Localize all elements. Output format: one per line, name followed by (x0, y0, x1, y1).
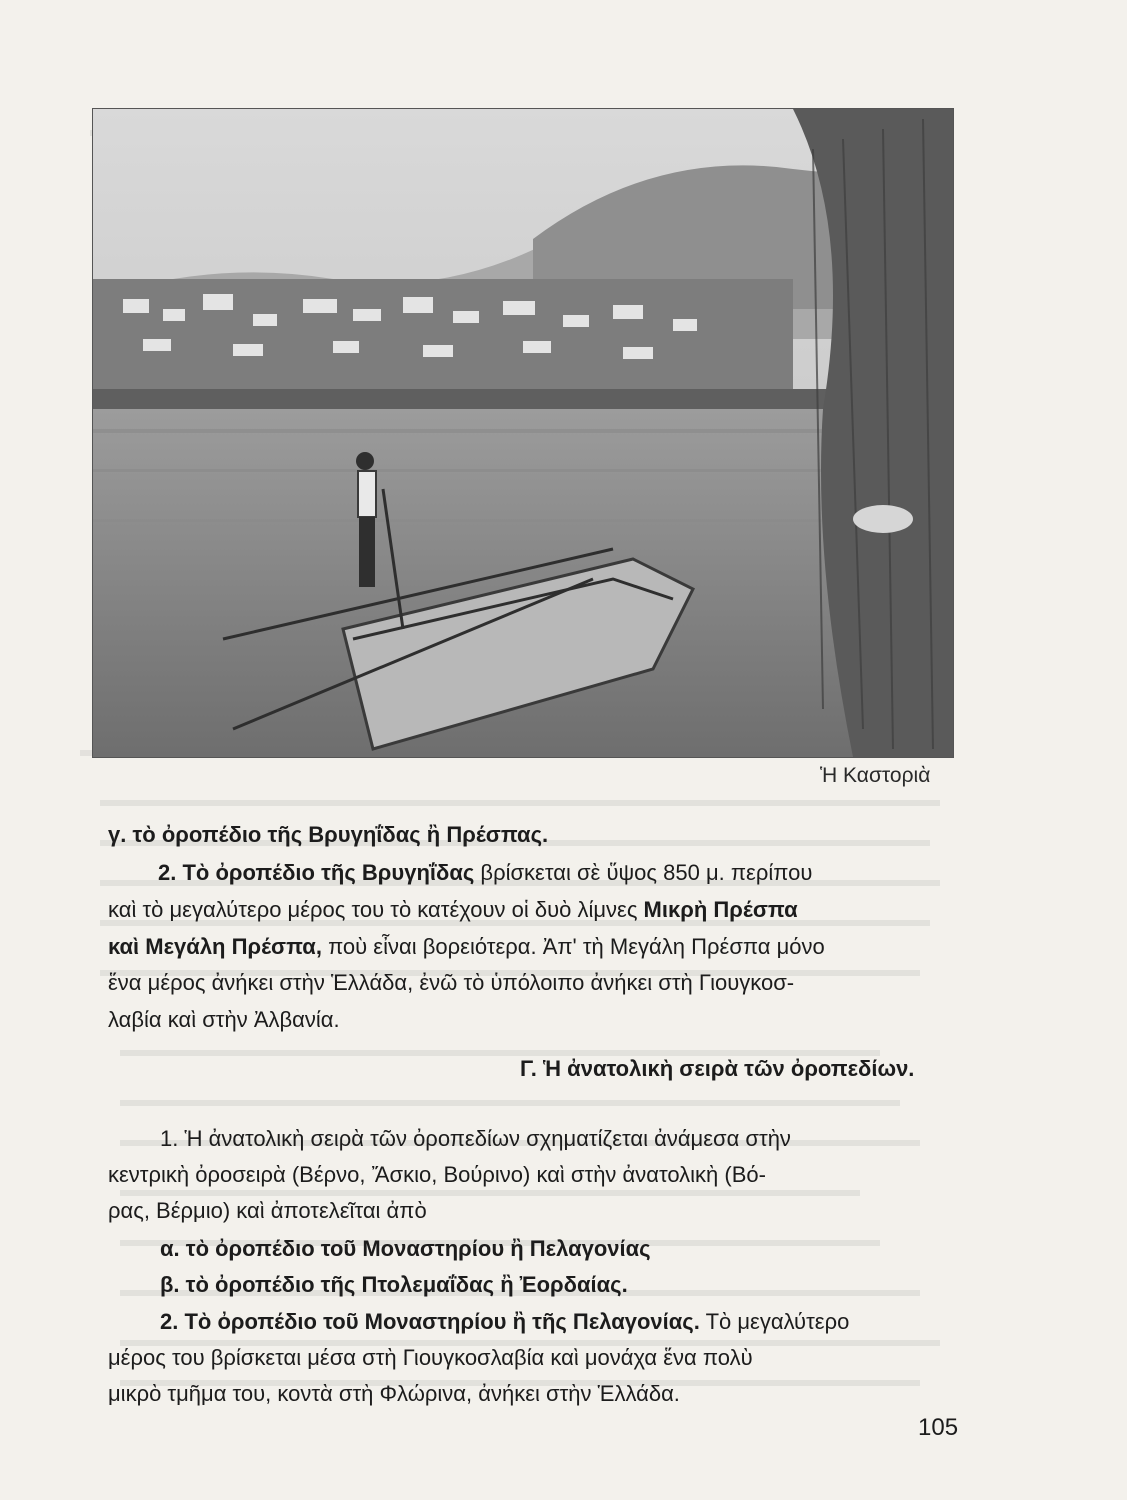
kastoria-photograph (92, 108, 954, 758)
paragraph-3-title: 2. Τὸ ὀροπέδιο τοῦ Μοναστηρίου ἢ τῆς Πελαγονίας. (160, 1309, 700, 1334)
lake-name-mikri-prespa: Μικρὴ Πρέσπα (643, 897, 798, 922)
paragraph-2-text: ποὺ εἶναι βορειότερα. Ἀπ' τὴ Μεγάλη Πρέσπα μόνο (321, 934, 825, 959)
paragraph-2-line-3 (108, 932, 953, 962)
paragraph-2-line-4: ἕνα μέρος ἀνήκει στὴν Ἑλλάδα, ἐνῶ τὸ ὑπόλοιπο ἀνήκει στὴ Γιουγκοσ- (108, 970, 795, 995)
paragraph-1-line-3: ρας, Βέρμιο) καὶ ἀποτελεῖται ἀπὸ (108, 1198, 427, 1223)
list-item-b: β. τὸ ὀροπέδιο τῆς Πτολεμαΐδας ἢ Ἐορδαίας. (160, 1272, 628, 1297)
paragraph-3-line-2: μέρος του βρίσκεται μέσα στὴ Γιουγκοσλαβία καὶ μονάχα ἕνα πολὺ (108, 1345, 753, 1370)
lake-name-megali-prespa: καὶ Μεγάλη Πρέσπα, (108, 934, 322, 959)
photo-caption: Ἡ Καστοριὰ (820, 764, 931, 787)
paragraph-2-line-2 (108, 895, 953, 925)
paragraph-2-text: βρίσκεται σὲ ὕψος 850 μ. περίπου (474, 860, 813, 885)
section-heading: Γ. Ἡ ἀνατολικὴ σειρὰ τῶν ὀροπεδίων. (520, 1056, 915, 1081)
paragraph-2-text: καὶ τὸ μεγαλύτερο μέρος του τὸ κατέχουν οἱ δυὸ λίμνες (108, 897, 644, 922)
paragraph-1-line-1: 1. Ἡ ἀνατολικὴ σειρὰ τῶν ὀροπεδίων σχηματίζεται ἀνάμεσα στὴν (160, 1126, 791, 1151)
paragraph-2-line-5: λαβία καὶ στὴν Ἀλβανία. (108, 1007, 340, 1032)
paragraph-3-line-3: μικρὸ τμῆμα του, κοντὰ στὴ Φλώρινα, ἀνήκει στὴν Ἑλλάδα. (108, 1381, 680, 1406)
paragraph-1-line-2: κεντρικὴ ὀροσειρὰ (Βέρνο, Ἄσκιο, Βούρινο) καὶ στὴν ἀνατολικὴ (Βό- (108, 1162, 766, 1187)
paragraph-3-line-1 (160, 1307, 849, 1337)
list-item-g: γ. τὸ ὀροπέδιο τῆς Βρυγηΐδας ἢ Πρέσπας. (108, 822, 549, 847)
paragraph-2-line-1 (158, 858, 953, 888)
paragraph-2-title: 2. Τὸ ὀροπέδιο τῆς Βρυγηΐδας (158, 860, 475, 885)
page-number: 105 (918, 1414, 959, 1441)
paragraph-3-text: Τὸ μεγαλύτερο (699, 1309, 850, 1334)
list-item-a: α. τὸ ὀροπέδιο τοῦ Μοναστηρίου ἢ Πελαγονίας (160, 1236, 651, 1261)
